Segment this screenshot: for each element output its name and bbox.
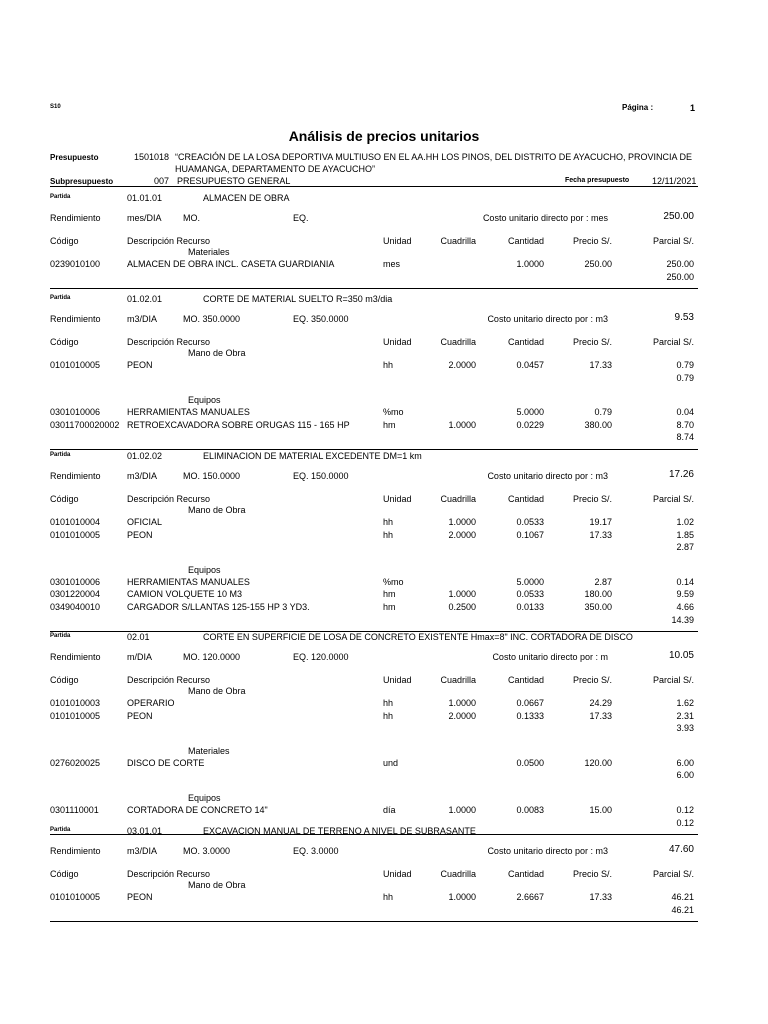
partida-name: ALMACEN DE OBRA	[203, 193, 290, 203]
rendimiento-label: Rendimiento	[50, 213, 101, 223]
item-cuadrilla: 2.0000	[448, 710, 476, 721]
item-unit: mes	[383, 259, 401, 269]
col-parcial: Parcial S/.	[652, 494, 694, 504]
item-code: 0301220004	[50, 589, 101, 600]
partida-divider	[50, 288, 698, 289]
item-code: 0101010005	[50, 360, 101, 370]
group-subtotal: 6.00	[676, 770, 694, 781]
item-unit: und	[383, 757, 399, 768]
item-desc: PEON	[127, 710, 153, 721]
item-unit: hh	[383, 360, 394, 370]
partida-divider	[50, 921, 698, 922]
group-subtotal: 0.12	[676, 817, 694, 828]
subpresupuesto-label: Subpresupuesto	[50, 177, 114, 186]
col-codigo: Código	[50, 337, 79, 347]
item-cantidad: 2.6667	[516, 892, 544, 902]
col-codigo: Código	[50, 494, 79, 504]
item-unit: %mo	[383, 407, 404, 418]
item-parcial: 9.59	[676, 589, 694, 600]
item-parcial: 0.04	[676, 407, 694, 418]
item-code: 0101010005	[50, 529, 101, 540]
costo-label: Costo unitario directo por : m3	[487, 846, 608, 856]
col-cuadrilla: Cuadrilla	[440, 675, 476, 685]
subpresupuesto-name: PRESUPUESTO GENERAL	[177, 176, 291, 186]
col-cuadrilla: Cuadrilla	[440, 494, 476, 504]
group-subtotal: 3.93	[676, 723, 694, 734]
partida-name: CORTE DE MATERIAL SUELTO R=350 m3/dia	[203, 294, 393, 304]
eq-value: EQ. 150.0000	[293, 471, 349, 481]
item-cuadrilla: 1.0000	[448, 589, 476, 600]
item-parcial: 8.70	[676, 419, 694, 430]
costo-label: Costo unitario directo por : m3	[487, 314, 608, 324]
rendimiento-label: Rendimiento	[50, 471, 101, 481]
partida-code: 02.01	[127, 632, 150, 642]
partida-divider	[50, 449, 698, 450]
fecha-value: 12/11/2021	[652, 176, 697, 186]
item-cantidad: 0.0229	[516, 419, 544, 430]
item-unit: hh	[383, 698, 394, 708]
item-desc: HERRAMIENTAS MANUALES	[127, 576, 250, 587]
col-cantidad: Cantidad	[507, 494, 544, 504]
page-label: Página :	[622, 103, 654, 112]
item-cantidad: 5.0000	[516, 407, 544, 418]
col-cuadrilla: Cuadrilla	[440, 869, 476, 879]
item-cantidad: 0.1333	[516, 710, 544, 721]
item-cuadrilla: 1.0000	[448, 517, 476, 527]
partida-label: Partida	[50, 295, 71, 301]
partida-label: Partida	[50, 452, 71, 458]
group-name: Materiales	[188, 247, 230, 257]
partida-code: 03.01.01	[127, 826, 163, 836]
group-name: Mano de Obra	[188, 505, 246, 515]
item-precio: 24.29	[589, 698, 612, 708]
col-cantidad: Cantidad	[507, 869, 544, 879]
group-name: Equipos	[188, 793, 221, 803]
item-cantidad: 0.0083	[516, 805, 544, 815]
col-precio: Precio S/.	[572, 869, 612, 879]
item-code: 0101010004	[50, 517, 101, 527]
item-desc: CORTADORA DE CONCRETO 14"	[127, 805, 268, 815]
partida-code: 01.01.01	[127, 193, 163, 203]
col-precio: Precio S/.	[572, 337, 612, 347]
rendimiento-label: Rendimiento	[50, 652, 101, 662]
item-precio: 15.00	[589, 805, 612, 815]
col-cantidad: Cantidad	[507, 675, 544, 685]
partida-code: 01.02.01	[127, 294, 163, 304]
item-cuadrilla: 2.0000	[448, 529, 476, 540]
group-subtotal: 0.79	[676, 372, 694, 383]
col-parcial: Parcial S/.	[652, 869, 694, 879]
col-descripcion: Descripción Recurso	[127, 494, 211, 504]
col-unidad: Unidad	[383, 494, 412, 504]
col-descripcion: Descripción Recurso	[127, 675, 211, 685]
group-subtotal: 250.00	[666, 271, 694, 282]
rendimiento-value: m/DIA	[127, 652, 153, 662]
item-cuadrilla: 0.2500	[448, 602, 476, 612]
presupuesto-label: Presupuesto	[50, 153, 99, 162]
item-desc: DISCO DE CORTE	[127, 757, 205, 768]
mo-value: MO. 350.0000	[183, 314, 241, 324]
partida-name: ELIMINACION DE MATERIAL EXCEDENTE DM=1 km	[203, 451, 422, 461]
group-name: Materiales	[188, 745, 230, 756]
presupuesto-line-2: HUAMANGA, DEPARTAMENTO DE AYACUCHO”	[175, 164, 376, 174]
item-parcial: 4.66	[676, 602, 694, 612]
costo-label: Costo unitario directo por : m	[492, 652, 608, 662]
item-unit: hh	[383, 892, 394, 902]
item-desc: CARGADOR S/LLANTAS 125-155 HP 3 YD3.	[127, 602, 310, 612]
item-code: 0301010006	[50, 407, 101, 418]
col-unidad: Unidad	[383, 675, 412, 685]
item-unit: día	[383, 805, 396, 815]
item-cantidad: 1.0000	[516, 259, 544, 269]
mo-value: MO. 120.0000	[183, 652, 241, 662]
item-cuadrilla: 2.0000	[448, 360, 476, 370]
eq-value: EQ. 350.0000	[293, 314, 349, 324]
col-unidad: Unidad	[383, 869, 412, 879]
presupuesto-code: 1501018	[134, 152, 170, 162]
item-cuadrilla: 1.0000	[448, 892, 476, 902]
eq-value: EQ. 120.0000	[293, 652, 349, 662]
system-code: S10	[50, 104, 61, 110]
partida-name: CORTE EN SUPERFICIE DE LOSA DE CONCRETO EXISTENTE Hmax=8" INC. CORTADORA DE DISCO	[203, 632, 633, 642]
item-desc: OFICIAL	[127, 517, 163, 527]
group-name: Equipos	[188, 564, 221, 575]
item-desc: PEON	[127, 529, 153, 540]
item-precio: 120.00	[584, 757, 612, 768]
eq-value: EQ. 3.0000	[293, 846, 339, 856]
item-precio: 0.79	[594, 407, 612, 418]
mo-value: MO. 3.0000	[183, 846, 231, 856]
item-code: 0349040010	[50, 602, 101, 612]
col-codigo: Código	[50, 869, 79, 879]
item-parcial: 0.14	[676, 576, 694, 587]
item-parcial: 6.00	[676, 757, 694, 768]
item-precio: 17.33	[589, 892, 612, 902]
item-cantidad: 0.0533	[516, 589, 544, 600]
rendimiento-value: m3/DIA	[127, 846, 158, 856]
page-title: Análisis de precios unitarios	[288, 128, 480, 144]
item-code: 0276020025	[50, 757, 101, 768]
item-cantidad: 0.0667	[516, 698, 544, 708]
costo-unitario: 17.26	[668, 469, 694, 480]
eq-value: EQ.	[293, 213, 309, 223]
item-unit: hm	[383, 602, 396, 612]
item-unit: hm	[383, 419, 396, 430]
item-code: 0101010003	[50, 698, 101, 708]
item-parcial: 250.00	[666, 259, 694, 269]
costo-unitario: 10.05	[668, 650, 694, 661]
item-desc: ALMACEN DE OBRA INCL. CASETA GUARDIANIA	[127, 259, 335, 269]
rendimiento-value: m3/DIA	[127, 314, 158, 324]
costo-unitario: 250.00	[663, 211, 694, 222]
item-desc: PEON	[127, 892, 153, 902]
item-parcial: 46.21	[671, 892, 694, 902]
item-desc: OPERARIO	[127, 698, 175, 708]
item-cantidad: 0.0533	[516, 517, 544, 527]
mo-value: MO.	[183, 213, 200, 223]
item-unit: hh	[383, 517, 394, 527]
mo-value: MO. 150.0000	[183, 471, 241, 481]
group-name: Mano de Obra	[188, 880, 246, 890]
item-unit: hh	[383, 710, 394, 721]
costo-label: Costo unitario directo por : m3	[487, 471, 608, 481]
header-divider	[50, 186, 698, 187]
partida-code: 01.02.02	[127, 451, 163, 461]
item-cantidad: 0.0500	[516, 757, 544, 768]
fecha-label: Fecha presupuesto	[565, 177, 630, 184]
col-codigo: Código	[50, 675, 79, 685]
item-desc: RETROEXCAVADORA SOBRE ORUGAS 115 - 165 HP	[127, 419, 350, 430]
col-descripcion: Descripción Recurso	[127, 337, 211, 347]
item-unit: hh	[383, 529, 394, 540]
item-code: 0301110001	[50, 805, 99, 815]
item-code: 0101010005	[50, 892, 101, 902]
col-precio: Precio S/.	[572, 494, 612, 504]
group-subtotal: 8.74	[676, 432, 694, 443]
page-number: 1	[690, 103, 696, 113]
item-code: 0301010006	[50, 576, 101, 587]
item-parcial: 1.85	[676, 529, 694, 540]
partida-label: Partida	[50, 827, 71, 833]
item-desc: CAMION VOLQUETE 10 M3	[127, 589, 243, 600]
rendimiento-label: Rendimiento	[50, 846, 101, 856]
item-precio: 2.87	[594, 576, 612, 587]
col-unidad: Unidad	[383, 337, 412, 347]
group-subtotal: 2.87	[676, 542, 694, 553]
col-cantidad: Cantidad	[507, 337, 544, 347]
item-parcial: 1.62	[676, 698, 694, 708]
col-descripcion: Descripción Recurso	[127, 869, 211, 879]
col-parcial: Parcial S/.	[652, 337, 694, 347]
item-code: 0239010100	[50, 259, 101, 269]
col-precio: Precio S/.	[572, 236, 612, 246]
item-precio: 250.00	[584, 259, 612, 269]
item-precio: 180.00	[584, 589, 612, 600]
item-precio: 19.17	[589, 517, 612, 527]
rendimiento-label: Rendimiento	[50, 314, 101, 324]
col-parcial: Parcial S/.	[652, 236, 694, 246]
rendimiento-value: m3/DIA	[127, 471, 158, 481]
item-cantidad: 0.1067	[516, 529, 544, 540]
item-precio: 17.33	[589, 710, 612, 721]
costo-unitario: 47.60	[668, 844, 694, 855]
item-parcial: 0.79	[676, 360, 694, 370]
col-cuadrilla: Cuadrilla	[440, 337, 476, 347]
item-code: 03011700020002	[50, 419, 120, 430]
item-cantidad: 0.0133	[516, 602, 544, 612]
group-subtotal: 14.39	[671, 614, 694, 625]
item-parcial: 2.31	[676, 710, 694, 721]
item-parcial: 1.02	[676, 517, 694, 527]
group-name: Mano de Obra	[188, 348, 246, 358]
col-descripcion: Descripción Recurso	[127, 236, 211, 246]
item-desc: HERRAMIENTAS MANUALES	[127, 407, 250, 418]
item-unit: %mo	[383, 576, 404, 587]
group-name: Mano de Obra	[188, 686, 246, 696]
item-desc: PEON	[127, 360, 153, 370]
item-cantidad: 5.0000	[516, 576, 544, 587]
item-code: 0101010005	[50, 710, 101, 721]
col-cuadrilla: Cuadrilla	[440, 236, 476, 246]
item-cantidad: 0.0457	[516, 360, 544, 370]
partida-label: Partida	[50, 194, 71, 200]
col-precio: Precio S/.	[572, 675, 612, 685]
item-cuadrilla: 1.0000	[448, 698, 476, 708]
col-unidad: Unidad	[383, 236, 412, 246]
col-cantidad: Cantidad	[507, 236, 544, 246]
item-cuadrilla: 1.0000	[448, 419, 476, 430]
rendimiento-value: mes/DIA	[127, 213, 162, 223]
group-name: Equipos	[188, 395, 221, 406]
col-codigo: Código	[50, 236, 79, 246]
col-parcial: Parcial S/.	[652, 675, 694, 685]
item-precio: 380.00	[584, 419, 612, 430]
subpresupuesto-code: 007	[154, 176, 170, 186]
partida-name: EXCAVACION MANUAL DE TERRENO A NIVEL DE SUBRASANTE	[203, 826, 476, 836]
item-precio: 17.33	[589, 360, 612, 370]
costo-label: Costo unitario directo por : mes	[482, 213, 608, 223]
item-parcial: 0.12	[676, 805, 694, 815]
group-subtotal: 46.21	[671, 904, 694, 915]
item-unit: hm	[383, 589, 396, 600]
item-precio: 350.00	[584, 602, 612, 612]
item-cuadrilla: 1.0000	[448, 805, 476, 815]
costo-unitario: 9.53	[674, 312, 694, 323]
item-precio: 17.33	[589, 529, 612, 540]
presupuesto-line-1: “CREACIÓN DE LA LOSA DEPORTIVA MULTIUSO EN EL AA.HH LOS PINOS, DEL DISTRITO DE AYACUCHO, PROVINCIA DE	[175, 152, 692, 162]
partida-label: Partida	[50, 633, 71, 639]
